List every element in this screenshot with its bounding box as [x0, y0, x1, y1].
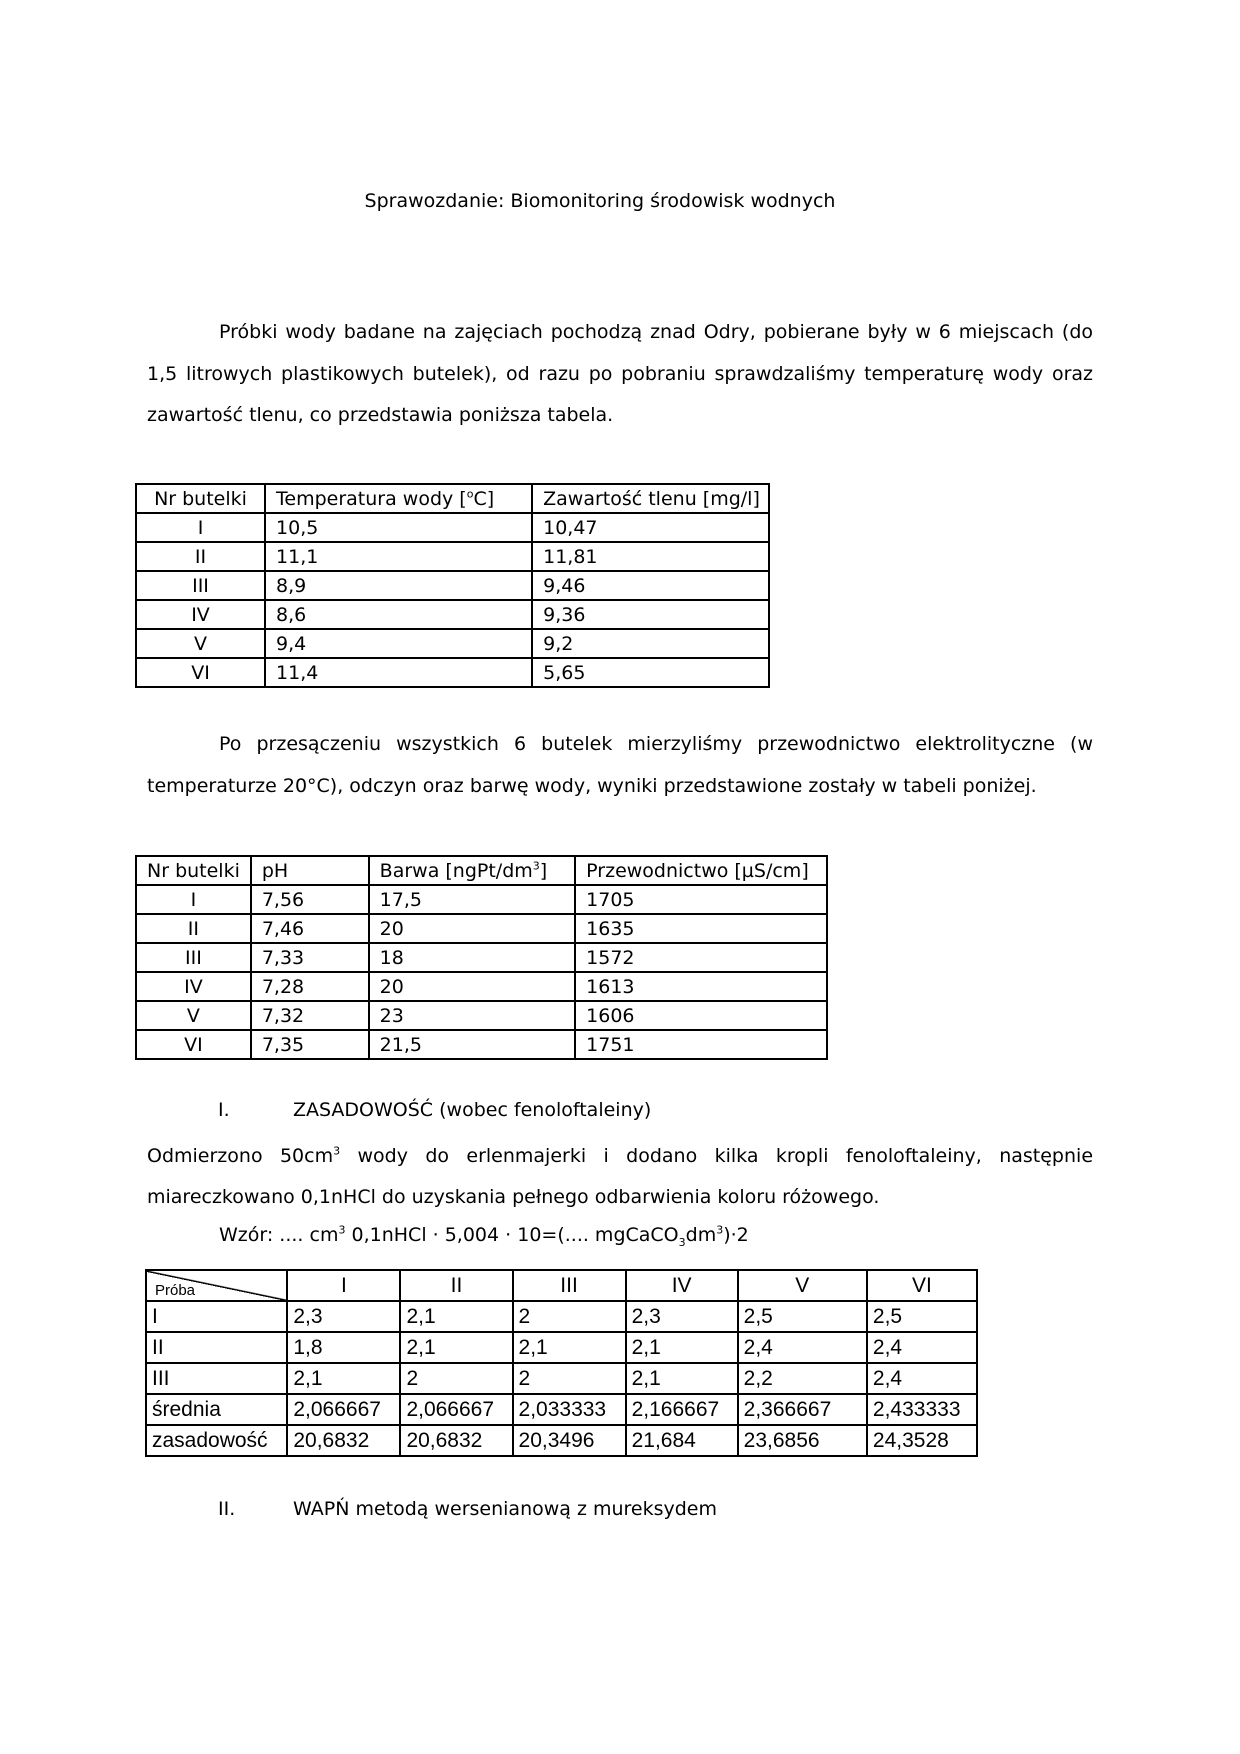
bottle-number-cell: IV — [136, 972, 251, 1001]
value-cell: 23,6856 — [738, 1425, 867, 1456]
bottle-number-cell: I — [136, 885, 251, 914]
table-row — [136, 629, 769, 658]
column-header: V — [738, 1270, 867, 1301]
table-row — [146, 1394, 977, 1425]
value-cell: 21,684 — [626, 1425, 738, 1456]
value-cell: 2,1 — [287, 1363, 400, 1394]
column-header: Barwa $[ngPt/dm^3]$ — [369, 856, 575, 885]
value-cell: 9,4 — [265, 629, 532, 658]
column-header: II — [400, 1270, 512, 1301]
row-label-cell: I — [146, 1301, 287, 1332]
column-header: Temperatura wody [$^o$C] — [265, 484, 532, 513]
table-row — [146, 1301, 977, 1332]
value-cell: 9,2 — [532, 629, 769, 658]
value-cell: 7,35 — [251, 1030, 369, 1059]
column-header: I — [287, 1270, 400, 1301]
document-title: Sprawozdanie: Biomonitoring środowisk wodnych — [364, 190, 836, 212]
value-cell: 1613 — [575, 972, 827, 1001]
row-label-cell: średnia — [146, 1394, 287, 1425]
value-cell: 1751 — [575, 1030, 827, 1059]
bottle-number-cell: II — [136, 542, 265, 571]
column-header: Zawartość tlenu [mg/l] — [532, 484, 769, 513]
table-row — [136, 1001, 827, 1030]
value-cell: 20 — [369, 972, 575, 1001]
value-cell: 7,46 — [251, 914, 369, 943]
column-header: IV — [626, 1270, 738, 1301]
table-row — [146, 1425, 977, 1456]
value-cell: 20,6832 — [287, 1425, 400, 1456]
value-cell: 1705 — [575, 885, 827, 914]
value-cell: 2,1 — [626, 1332, 738, 1363]
value-cell: 2,3 — [626, 1301, 738, 1332]
value-cell: 2,2 — [738, 1363, 867, 1394]
value-cell: 20,6832 — [400, 1425, 512, 1456]
column-header: Nr butelki — [136, 484, 265, 513]
section-1-number: I. — [218, 1099, 230, 1121]
value-cell: 17,5 — [369, 885, 575, 914]
column-header: Nr butelki — [136, 856, 251, 885]
table-header-row — [146, 1270, 977, 1301]
value-cell: 2 — [513, 1363, 626, 1394]
row-label-cell: II — [146, 1332, 287, 1363]
table-row — [136, 1030, 827, 1059]
value-cell: 8,6 — [265, 600, 532, 629]
value-cell: 21,5 — [369, 1030, 575, 1059]
value-cell: 1,8 — [287, 1332, 400, 1363]
table-row — [136, 972, 827, 1001]
value-cell: 11,4 — [265, 658, 532, 687]
value-cell: 2 — [400, 1363, 512, 1394]
value-cell: 7,33 — [251, 943, 369, 972]
value-cell: 2,1 — [513, 1332, 626, 1363]
corner-label: Próba — [155, 1282, 196, 1299]
filtration-paragraph — [147, 724, 1093, 807]
value-cell: 9,46 — [532, 571, 769, 600]
value-cell: 2,4 — [738, 1332, 867, 1363]
table-header-row — [136, 484, 769, 513]
value-cell: 1635 — [575, 914, 827, 943]
table-row — [136, 658, 769, 687]
value-cell: 2,1 — [400, 1301, 512, 1332]
value-cell: 1606 — [575, 1001, 827, 1030]
bottle-number-cell: VI — [136, 658, 265, 687]
alkalinity-table — [145, 1269, 978, 1457]
value-cell: 7,32 — [251, 1001, 369, 1030]
value-cell: 20 — [369, 914, 575, 943]
value-cell: 1572 — [575, 943, 827, 972]
temperature-oxygen-table — [135, 483, 770, 688]
intro-text: Próbki wody badane na zajęciach pochodzą znad Odry, pobierane były w 6 miejscach (do 1,5 litrowych plastikowych butelek), od razu po pobraniu sprawdzaliśmy temperaturę wody oraz zawartość tlenu, co przedstawia poniższa tabela. — [147, 321, 1093, 426]
value-cell: 11,1 — [265, 542, 532, 571]
value-cell: 2 — [513, 1301, 626, 1332]
bottle-number-cell: III — [136, 571, 265, 600]
value-cell: 8,9 — [265, 571, 532, 600]
value-cell: 5,65 — [532, 658, 769, 687]
value-cell: 2,1 — [400, 1332, 512, 1363]
row-label-cell: III — [146, 1363, 287, 1394]
row-label-cell: zasadowość — [146, 1425, 287, 1456]
column-header: Przewodnictwo [µS/cm] — [575, 856, 827, 885]
section-1-text-line1-content: Odmierzono $50cm^3$ wody do erlenmajerki i dodano kilka kropli fenoloftaleiny, następnie — [147, 1144, 1094, 1167]
value-cell: 2,4 — [867, 1332, 977, 1363]
value-cell: 2,433333 — [867, 1394, 977, 1425]
value-cell: 2,3 — [287, 1301, 400, 1332]
value-cell: 11,81 — [532, 542, 769, 571]
bottle-number-cell: IV — [136, 600, 265, 629]
value-cell: 2,066667 — [287, 1394, 400, 1425]
alkalinity-formula: Wzór: .... $cm^3$ 0,1nHCl · 5,004 · 10=(.... $mgCaCO_3dm^3)\cdot 2$ — [219, 1223, 749, 1249]
value-cell: 23 — [369, 1001, 575, 1030]
table-row — [136, 600, 769, 629]
table-row — [136, 513, 769, 542]
value-cell: 9,36 — [532, 600, 769, 629]
value-cell: 10,5 — [265, 513, 532, 542]
filtration-text: Po przesączeniu wszystkich 6 butelek mierzyliśmy przewodnictwo elektrolityczne (w temperaturze 20°C), odczyn oraz barwę wody, wyniki przedstawione zostały w tabeli poniżej. — [147, 733, 1093, 797]
bottle-number-cell: V — [136, 629, 265, 658]
bottle-number-cell: I — [136, 513, 265, 542]
table-row — [136, 571, 769, 600]
bottle-number-cell: V — [136, 1001, 251, 1030]
bottle-number-cell: II — [136, 914, 251, 943]
value-cell: 18 — [369, 943, 575, 972]
value-cell: 2,166667 — [626, 1394, 738, 1425]
table-row — [136, 914, 827, 943]
section-2-heading: WAPŃ metodą wersenianową z mureksydem — [293, 1498, 718, 1520]
value-cell: 2,4 — [867, 1363, 977, 1394]
bottle-number-cell: VI — [136, 1030, 251, 1059]
column-header: pH — [251, 856, 369, 885]
table-header-row — [136, 856, 827, 885]
column-header: III — [513, 1270, 626, 1301]
ph-color-conductivity-table — [135, 855, 828, 1060]
value-cell: 7,28 — [251, 972, 369, 1001]
bottle-number-cell: III — [136, 943, 251, 972]
value-cell: 2,066667 — [400, 1394, 512, 1425]
value-cell: 2,366667 — [738, 1394, 867, 1425]
value-cell: 7,56 — [251, 885, 369, 914]
table-row — [136, 943, 827, 972]
value-cell: 10,47 — [532, 513, 769, 542]
table-row — [136, 542, 769, 571]
section-1-text-line2: miareczkowano 0,1nHCl do uzyskania pełnego odbarwienia koloru różowego. — [147, 1186, 880, 1208]
value-cell: 2,5 — [738, 1301, 867, 1332]
table-row — [146, 1332, 977, 1363]
table-row — [146, 1363, 977, 1394]
value-cell: 20,3496 — [513, 1425, 626, 1456]
corner-cell — [146, 1270, 287, 1301]
column-header: VI — [867, 1270, 977, 1301]
value-cell: 2,1 — [626, 1363, 738, 1394]
value-cell: 24,3528 — [867, 1425, 977, 1456]
value-cell: 2,033333 — [513, 1394, 626, 1425]
table-row — [136, 885, 827, 914]
intro-paragraph — [147, 312, 1093, 437]
section-2-number: II. — [218, 1498, 236, 1520]
value-cell: 2,5 — [867, 1301, 977, 1332]
section-1-text-line1 — [147, 1136, 1093, 1178]
section-1-heading: ZASADOWOŚĆ (wobec fenoloftaleiny) — [293, 1099, 652, 1121]
